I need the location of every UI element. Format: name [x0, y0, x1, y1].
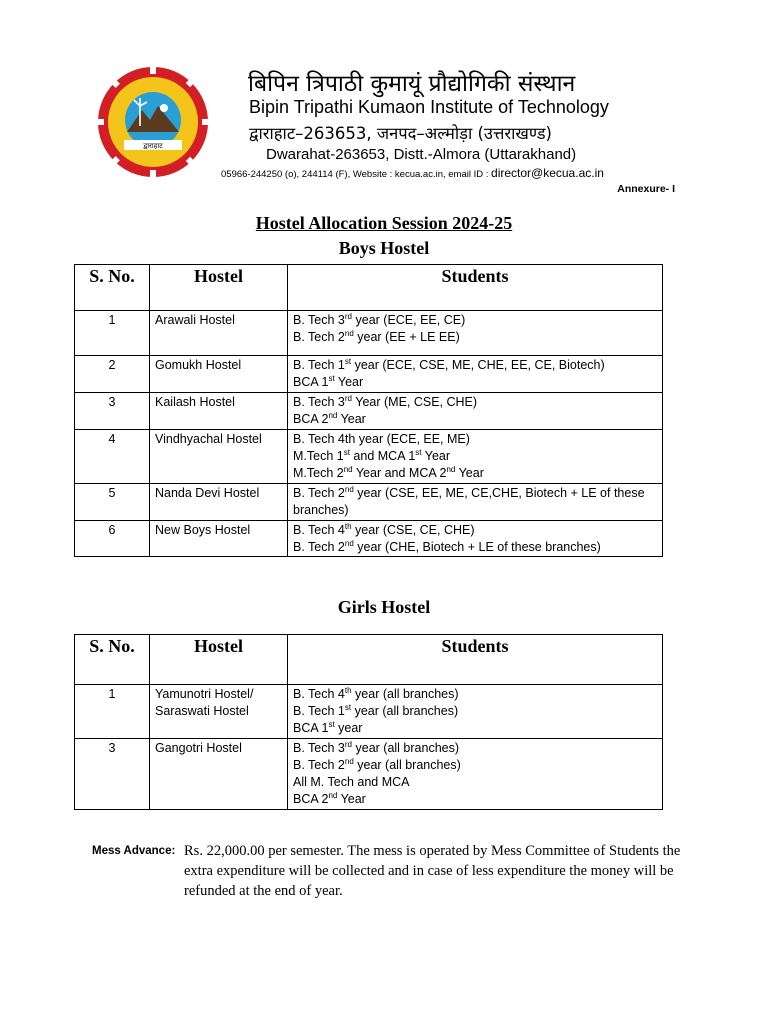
institute-logo — [94, 66, 212, 178]
student-line: B. Tech 4th year (ECE, EE, ME) — [293, 432, 470, 446]
students-cell — [288, 739, 663, 810]
students-cell — [288, 685, 663, 739]
students-cell — [288, 521, 663, 557]
sno-cell: 4 — [75, 430, 150, 484]
student-line: B. Tech 1st year (ECE, CSE, ME, CHE, EE, CE, Biotech) — [293, 357, 605, 372]
col-header-students: Students — [288, 635, 663, 685]
student-line: All M. Tech and MCA — [293, 775, 410, 789]
col-header-sno: S. No. — [75, 265, 150, 311]
ordinal-suffix: nd — [344, 329, 354, 338]
students-cell — [288, 430, 663, 484]
student-line: B. Tech 2nd year (EE + LE EE) — [293, 329, 460, 344]
student-line: B. Tech 3rd year (all branches) — [293, 740, 460, 755]
students-cell — [288, 484, 663, 521]
email-link[interactable]: director@kecua.ac.in — [491, 166, 604, 180]
page-title: Hostel Allocation Session 2024-25 — [255, 213, 513, 233]
institute-name-english: Bipin Tripathi Kumaon Institute of Technology — [249, 97, 609, 117]
hostel-cell: Yamunotri Hostel/ Saraswati Hostel — [150, 685, 288, 739]
address-hindi: द्वाराहाट–263653, जनपद–अल्मोड़ा (उत्तराखण्ड) — [249, 124, 552, 143]
hostel-cell: Vindhyachal Hostel — [150, 430, 288, 484]
ordinal-suffix: nd — [328, 411, 338, 420]
hostel-cell: Kailash Hostel — [150, 393, 288, 430]
ordinal-suffix: st — [343, 448, 350, 457]
ordinal-suffix: st — [344, 703, 352, 712]
table-row — [75, 393, 663, 430]
ordinal-suffix: th — [344, 522, 352, 531]
ordinal-suffix: th — [344, 686, 352, 695]
sno-cell: 6 — [75, 521, 150, 557]
col-header-hostel: Hostel — [150, 265, 288, 311]
ordinal-suffix: st — [328, 720, 335, 729]
sno-cell: 2 — [75, 356, 150, 393]
ordinal-suffix: rd — [344, 394, 353, 403]
hostel-cell: New Boys Hostel — [150, 521, 288, 557]
satellite-dish-icon — [160, 104, 168, 112]
table-row — [75, 521, 663, 557]
student-line: B. Tech 1st year (all branches) — [293, 703, 459, 718]
student-line: B. Tech 2nd year (CHE, Biotech + LE of these branches) — [293, 539, 601, 554]
ordinal-suffix: st — [344, 357, 352, 366]
address-english: Dwarahat-263653, Distt.-Almora (Uttarakhand) — [266, 146, 577, 163]
student-line: B. Tech 4th year (CSE, CE, CHE) — [293, 522, 475, 537]
table-header-row — [75, 635, 663, 685]
ordinal-suffix: st — [415, 448, 422, 457]
table-header-row — [75, 265, 663, 311]
table-row — [75, 484, 663, 521]
sno-cell: 5 — [75, 484, 150, 521]
student-line: BCA 2nd Year — [293, 791, 366, 806]
mess-advance-text: Rs. 22,000.00 per semester. The mess is operated by Mess Committee of Students the extra expenditure will be collected and in case of less expenditure the money will be refunded at the end of year. — [184, 843, 681, 899]
table-row — [75, 356, 663, 393]
students-cell — [288, 393, 663, 430]
student-line: B. Tech 3rd Year (ME, CSE, CHE) — [293, 394, 478, 409]
ordinal-suffix: nd — [344, 539, 354, 548]
ordinal-suffix: nd — [446, 465, 456, 474]
contact-line — [221, 166, 604, 180]
student-line: BCA 1st year — [293, 720, 363, 735]
student-line: B. Tech 4th year (all branches) — [293, 686, 459, 701]
hostel-cell: Gomukh Hostel — [150, 356, 288, 393]
ordinal-suffix: nd — [343, 465, 353, 474]
hostel-cell: Nanda Devi Hostel — [150, 484, 288, 521]
boys-hostel-table — [74, 264, 663, 557]
table-row — [75, 685, 663, 739]
col-header-hostel: Hostel — [150, 635, 288, 685]
institute-name-hindi: बिपिन त्रिपाठी कुमायूं प्रौद्योगिकी संस्थान — [248, 71, 576, 97]
mess-advance-label: Mess Advance: — [92, 845, 176, 857]
table-row — [75, 430, 663, 484]
students-cell — [288, 311, 663, 356]
student-line: M.Tech 1st and MCA 1st Year — [293, 448, 451, 463]
sno-cell: 1 — [75, 311, 150, 356]
hostel-cell: Arawali Hostel — [150, 311, 288, 356]
ordinal-suffix: st — [328, 374, 335, 383]
student-line: BCA 1st Year — [293, 374, 364, 389]
students-cell — [288, 356, 663, 393]
student-line: B. Tech 3rd year (ECE, EE, CE) — [293, 312, 466, 327]
hostel-cell: Gangotri Hostel — [150, 739, 288, 810]
student-line: M.Tech 2nd Year and MCA 2nd Year — [293, 465, 484, 480]
ordinal-suffix: nd — [344, 757, 354, 766]
annexure-label: Annexure- I — [617, 183, 675, 195]
ordinal-suffix: nd — [344, 485, 354, 494]
boys-hostel-heading: Boys Hostel — [338, 238, 430, 258]
ordinal-suffix: nd — [328, 791, 338, 800]
sno-cell: 3 — [75, 739, 150, 810]
col-header-sno: S. No. — [75, 635, 150, 685]
ordinal-suffix: rd — [344, 740, 353, 749]
contact-text: 05966-244250 (o), 244114 (F), Website : kecua.ac.in, email ID : — [221, 169, 492, 180]
col-header-students: Students — [288, 265, 663, 311]
sno-cell: 1 — [75, 685, 150, 739]
student-line: B. Tech 2nd year (CSE, EE, ME, CE,CHE, Biotech + LE of these branches) — [293, 485, 645, 517]
table-row — [75, 311, 663, 356]
table-row — [75, 739, 663, 810]
sno-cell: 3 — [75, 393, 150, 430]
logo-place-text: द्वाराहाट — [143, 142, 163, 150]
student-line: B. Tech 2nd year (all branches) — [293, 757, 461, 772]
girls-hostel-heading: Girls Hostel — [337, 597, 431, 617]
girls-hostel-table — [74, 634, 663, 810]
student-line: BCA 2nd Year — [293, 411, 366, 426]
mess-advance-note — [92, 840, 682, 901]
ordinal-suffix: rd — [344, 312, 353, 321]
